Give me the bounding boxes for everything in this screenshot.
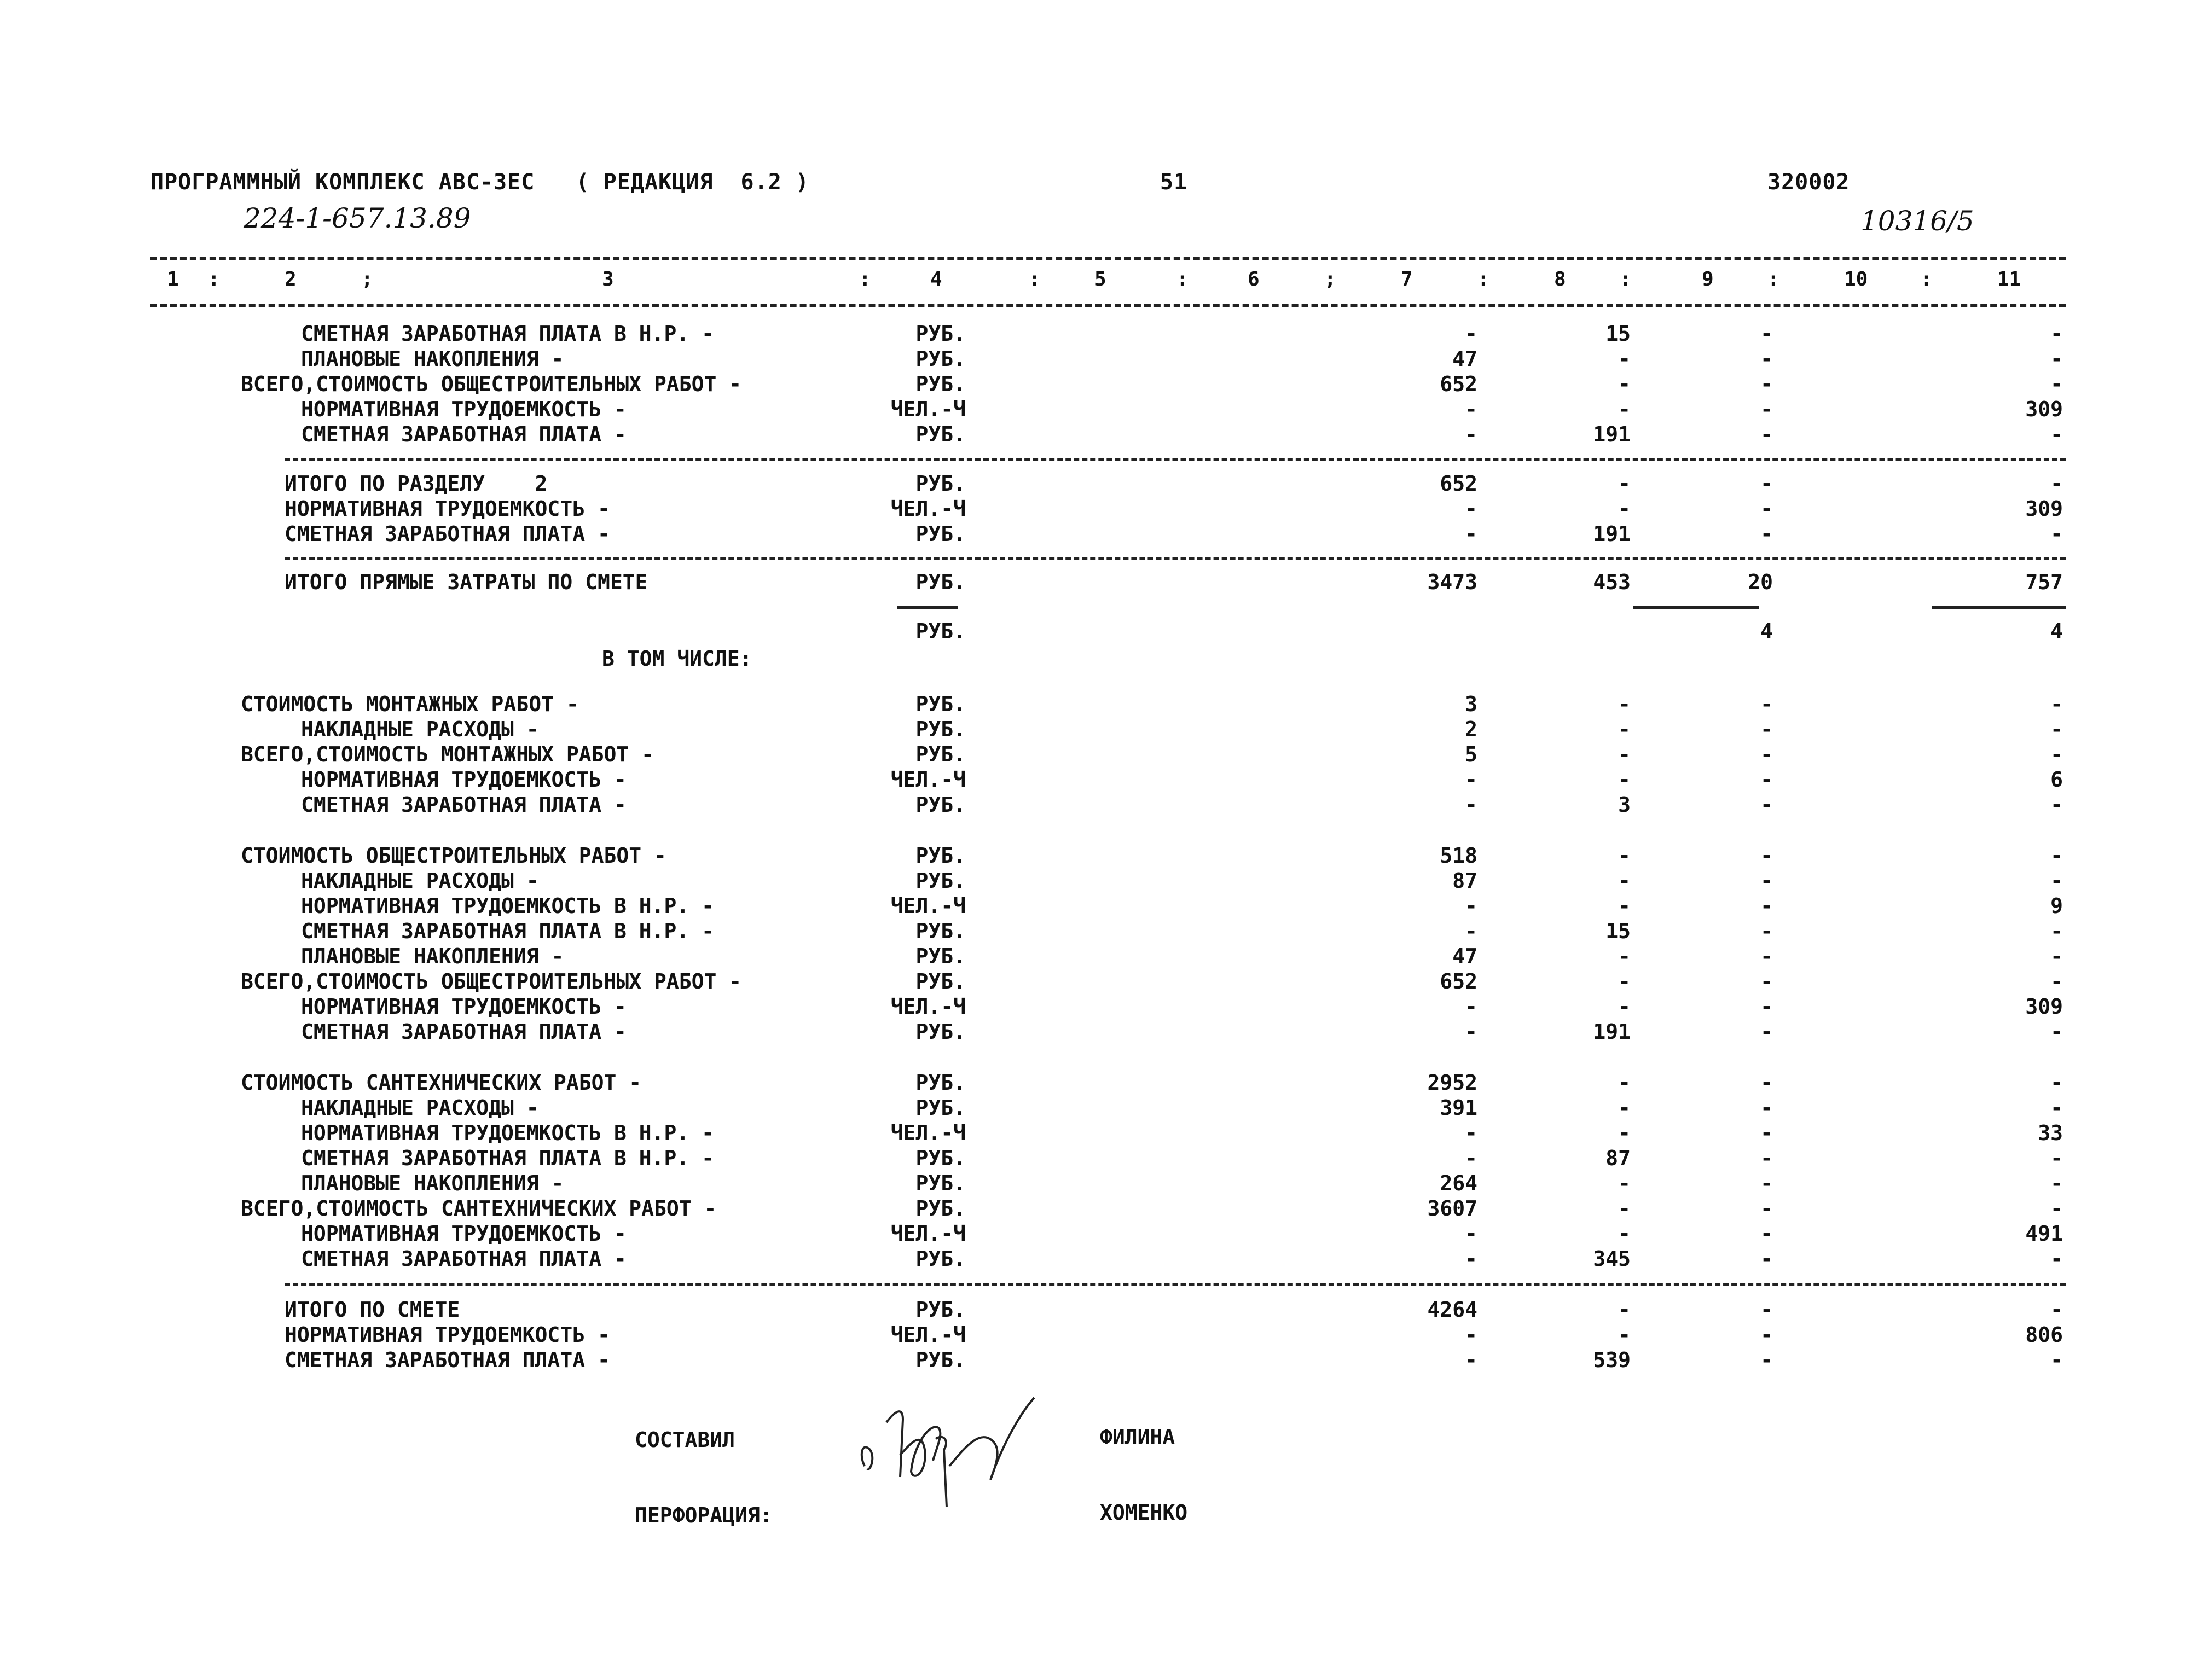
signature [854,1390,1040,1510]
table-row [0,894,2197,919]
row-c9: - [1760,397,1773,421]
row-unit: РУБ. [915,1146,966,1170]
row-label: ВСЕГО,СТОИМОСТЬ ОБЩЕСТРОИТЕЛЬНЫХ РАБОТ - [241,969,742,993]
row-c11: - [2050,422,2063,446]
table-row [0,1298,2197,1323]
row-c7: - [1465,793,1477,817]
row-unit: РУБ. [915,742,966,766]
row-c11: - [2050,372,2063,396]
column-number: 4 [930,268,942,290]
row-c7: 652 [1440,372,1477,396]
handwritten-project-number: 224-1-657.13.89 [244,202,471,234]
row-c8: 191 [1593,1020,1631,1044]
row-c9: - [1760,497,1773,521]
page-number: 51 [1160,170,1188,195]
row-c11: - [2050,1247,2063,1271]
column-number: 2 [285,268,297,290]
row-label: СТОИМОСТЬ ОБЩЕСТРОИТЕЛЬНЫХ РАБОТ - [241,844,666,868]
row-label: СМЕТНАЯ ЗАРАБОТНАЯ ПЛАТА - [301,793,627,817]
row-label: НАКЛАДНЫЕ РАСХОДЫ - [301,869,539,893]
row-c8: - [1618,692,1631,716]
table-row [0,919,2197,944]
table-row [0,472,2197,497]
row-unit: РУБ. [915,1247,966,1271]
perforation-label: ПЕРФОРАЦИЯ: [635,1503,773,1527]
row-label: ВСЕГО,СТОИМОСТЬ МОНТАЖНЫХ РАБОТ - [241,742,654,766]
row-c11: 9 [2050,894,2063,918]
row-c8: - [1618,1171,1631,1195]
row-label: НОРМАТИВНАЯ ТРУДОЕМКОСТЬ - [285,1323,610,1347]
row-c8: - [1618,869,1631,893]
row-c11: 309 [2025,397,2063,421]
row-label: СМЕТНАЯ ЗАРАБОТНАЯ ПЛАТА В Н.Р. - [301,322,714,346]
row-c8: - [1618,372,1631,396]
row-c11: - [2050,869,2063,893]
divider [1932,606,2066,609]
row-c11: - [2050,692,2063,716]
row-unit: РУБ. [915,522,966,546]
table-row [0,692,2197,717]
row-c9: - [1760,844,1773,868]
row-unit: ЧЕЛ.-Ч [890,1323,966,1347]
row-c11: 491 [2025,1222,2063,1246]
row-c8: - [1618,1222,1631,1246]
table-row [0,1323,2197,1348]
row-c7: 3607 [1427,1196,1477,1220]
row-c8: - [1618,969,1631,993]
row-c8: 191 [1593,422,1631,446]
row-c11: - [2050,1348,2063,1372]
row-c11: 33 [2038,1121,2063,1145]
row-c7: 652 [1440,472,1477,496]
row-c8: - [1618,995,1631,1019]
row-c8: 453 [1593,570,1631,594]
row-c11: - [2050,969,2063,993]
row-c11: - [2050,717,2063,741]
row-c7: 2 [1465,717,1477,741]
row-c8: - [1618,1298,1631,1322]
row-label: ИТОГО ПРЯМЫЕ ЗАТРАТЫ ПО СМЕТЕ [285,570,648,594]
row-unit: РУБ. [915,1096,966,1120]
row-c11: - [2050,1146,2063,1170]
row-c8: 191 [1593,522,1631,546]
row-label: СМЕТНАЯ ЗАРАБОТНАЯ ПЛАТА - [285,522,610,546]
row-c9: - [1760,869,1773,893]
row-c9: - [1760,742,1773,766]
row-c8: - [1618,1071,1631,1095]
row-unit: РУБ. [915,1196,966,1220]
row-unit: РУБ. [915,1298,966,1322]
row-c7: - [1465,1323,1477,1347]
row-unit: РУБ. [915,570,966,594]
row-c7: - [1465,995,1477,1019]
row-unit: ЧЕЛ.-Ч [890,1222,966,1246]
column-number: 3 [602,268,614,290]
row-c7: 87 [1452,869,1477,893]
column-number: 11 [1997,268,2021,290]
row-c7: 2952 [1427,1071,1477,1095]
row-c9: - [1760,1247,1773,1271]
program-title: ПРОГРАММНЫЙ КОМПЛЕКС АВС-ЗЕС ( РЕДАКЦИЯ 6.2 ) [150,170,809,195]
row-c7: - [1465,422,1477,446]
row-unit: РУБ. [915,619,966,643]
row-unit: РУБ. [915,969,966,993]
table-row [0,397,2197,422]
row-c9: - [1760,1323,1773,1347]
table-row [0,1121,2197,1146]
row-c11: - [2050,322,2063,346]
row-c9: - [1760,372,1773,396]
table-row [0,1348,2197,1373]
row-c9: - [1760,1196,1773,1220]
row-c7: - [1465,894,1477,918]
row-c7: - [1465,497,1477,521]
row-unit: РУБ. [915,372,966,396]
row-c11: 4 [2050,619,2063,643]
table-row [0,347,2197,372]
row-c8: - [1618,397,1631,421]
row-c8: 15 [1605,919,1631,943]
row-c11: - [2050,472,2063,496]
row-c9: - [1760,944,1773,968]
table-row [0,522,2197,547]
row-c9: - [1760,1071,1773,1095]
row-c11: - [2050,1298,2063,1322]
table-row [0,497,2197,522]
table-row [0,768,2197,793]
row-c9: - [1760,1171,1773,1195]
row-c9: - [1760,422,1773,446]
row-c9: - [1760,1096,1773,1120]
row-c11: - [2050,1171,2063,1195]
row-c11: - [2050,844,2063,868]
row-c11: 309 [2025,497,2063,521]
column-number: 10 [1844,268,1868,290]
row-c7: - [1465,1020,1477,1044]
row-c9: - [1760,1020,1773,1044]
row-c9: 4 [1760,619,1773,643]
table-row [0,869,2197,894]
row-c9: - [1760,322,1773,346]
divider [150,257,2066,260]
column-number: 6 [1248,268,1260,290]
row-c11: - [2050,1196,2063,1220]
row-label: НАКЛАДНЫЕ РАСХОДЫ - [301,1096,539,1120]
row-label: СТОИМОСТЬ МОНТАЖНЫХ РАБОТ - [241,692,579,716]
table-row [0,1222,2197,1247]
table-row [0,1020,2197,1045]
row-c8: - [1618,497,1631,521]
table-row [0,1196,2197,1222]
divider [285,1283,2066,1286]
row-c7: - [1465,1222,1477,1246]
row-c7: 652 [1440,969,1477,993]
row-c7: - [1465,322,1477,346]
row-unit: РУБ. [915,844,966,868]
row-label: СМЕТНАЯ ЗАРАБОТНАЯ ПЛАТА - [301,1020,627,1044]
column-number: 1 [167,268,179,290]
row-label: НОРМАТИВНАЯ ТРУДОЕМКОСТЬ В Н.Р. - [301,1121,714,1145]
row-unit: РУБ. [915,1348,966,1372]
divider [285,557,2066,560]
row-unit: РУБ. [915,1071,966,1095]
row-c8: - [1618,844,1631,868]
row-unit: ЧЕЛ.-Ч [890,995,966,1019]
divider [285,458,2066,461]
row-c9: - [1760,793,1773,817]
table-row [0,717,2197,742]
row-c7: - [1465,397,1477,421]
row-c7: - [1465,1348,1477,1372]
row-c8: - [1618,472,1631,496]
row-c11: - [2050,522,2063,546]
row-c8: 345 [1593,1247,1631,1271]
row-c9: - [1760,522,1773,546]
row-c11: - [2050,742,2063,766]
row-unit: РУБ. [915,692,966,716]
row-unit: РУБ. [915,1020,966,1044]
row-c9: - [1760,717,1773,741]
table-row [0,1171,2197,1196]
table-row [0,1096,2197,1121]
row-c7: 518 [1440,844,1477,868]
row-c8: - [1618,1121,1631,1145]
row-c7: 47 [1452,944,1477,968]
table-row [0,1146,2197,1171]
row-c9: - [1760,472,1773,496]
row-c11: 6 [2050,768,2063,792]
table-row [0,1247,2197,1272]
row-label: ВСЕГО,СТОИМОСТЬ САНТЕХНИЧЕСКИХ РАБОТ - [241,1196,717,1220]
row-c11: - [2050,1020,2063,1044]
row-unit: РУБ. [915,717,966,741]
row-c11: 309 [2025,995,2063,1019]
row-label: ИТОГО ПО СМЕТЕ [285,1298,460,1322]
table-row [0,422,2197,447]
row-c8: - [1618,1096,1631,1120]
row-label: ПЛАНОВЫЕ НАКОПЛЕНИЯ - [301,944,564,968]
table-row [0,995,2197,1020]
column-number: 5 [1094,268,1106,290]
row-c9: - [1760,692,1773,716]
column-number: 8 [1554,268,1566,290]
row-c8: - [1618,347,1631,371]
row-c7: 5 [1465,742,1477,766]
row-c9: - [1760,995,1773,1019]
row-c8: 3 [1618,793,1631,817]
row-c9: - [1760,919,1773,943]
row-label: НОРМАТИВНАЯ ТРУДОЕМКОСТЬ - [301,768,627,792]
row-c9: - [1760,768,1773,792]
row-unit: РУБ. [915,347,966,371]
table-row [0,969,2197,995]
column-number: 7 [1401,268,1413,290]
row-c7: 47 [1452,347,1477,371]
row-c8: 15 [1605,322,1631,346]
row-c8: - [1618,1323,1631,1347]
row-c7: 3 [1465,692,1477,716]
row-c11: - [2050,919,2063,943]
table-row [0,742,2197,768]
row-label: НОРМАТИВНАЯ ТРУДОЕМКОСТЬ В Н.Р. - [301,894,714,918]
table-row [0,322,2197,347]
row-c11: - [2050,944,2063,968]
row-label: СМЕТНАЯ ЗАРАБОТНАЯ ПЛАТА В Н.Р. - [301,1146,714,1170]
row-c7: - [1465,1121,1477,1145]
table-row [0,793,2197,818]
direct-total-row [0,570,2197,595]
row-c7: 3473 [1427,570,1477,594]
divider [1633,606,1759,609]
row-unit: ЧЕЛ.-Ч [890,397,966,421]
perforation-name: ХОМЕНКО [1100,1501,1188,1525]
divider [897,606,958,609]
row-unit: РУБ. [915,422,966,446]
row-c8: - [1618,768,1631,792]
row-unit: ЧЕЛ.-Ч [890,768,966,792]
row-c9: - [1760,1348,1773,1372]
row-unit: РУБ. [915,869,966,893]
row-unit: РУБ. [915,919,966,943]
row-unit: ЧЕЛ.-Ч [890,1121,966,1145]
row-c11: - [2050,793,2063,817]
row-c9: 20 [1748,570,1773,594]
row-unit: РУБ. [915,944,966,968]
table-row [0,1071,2197,1096]
row-c9: - [1760,347,1773,371]
handwritten-archive-number: 10316/5 [1860,205,1974,237]
row-c8: - [1618,717,1631,741]
table-row [0,944,2197,969]
row-unit: РУБ. [915,472,966,496]
row-c11: - [2050,1096,2063,1120]
row-c11: 806 [2025,1323,2063,1347]
compiled-label: СОСТАВИЛ [635,1428,735,1452]
sub-total-row [0,619,2197,644]
row-c9: - [1760,1146,1773,1170]
row-unit: РУБ. [915,793,966,817]
row-unit: ЧЕЛ.-Ч [890,497,966,521]
row-c9: - [1760,1222,1773,1246]
row-label: СМЕТНАЯ ЗАРАБОТНАЯ ПЛАТА - [285,1348,610,1372]
row-label: НОРМАТИВНАЯ ТРУДОЕМКОСТЬ - [285,497,610,521]
row-c8: 539 [1593,1348,1631,1372]
row-c11: 757 [2025,570,2063,594]
row-c9: - [1760,894,1773,918]
row-c8: 87 [1605,1146,1631,1170]
row-c8: - [1618,1196,1631,1220]
row-unit: ЧЕЛ.-Ч [890,894,966,918]
row-c8: - [1618,742,1631,766]
row-c7: - [1465,768,1477,792]
row-c7: - [1465,522,1477,546]
row-c7: 391 [1440,1096,1477,1120]
row-label: СМЕТНАЯ ЗАРАБОТНАЯ ПЛАТА В Н.Р. - [301,919,714,943]
table-row [0,372,2197,397]
row-c7: 4264 [1427,1298,1477,1322]
row-label: НОРМАТИВНАЯ ТРУДОЕМКОСТЬ - [301,397,627,421]
row-unit: РУБ. [915,322,966,346]
document-code: 320002 [1767,170,1850,195]
row-label: ИТОГО ПО РАЗДЕЛУ 2 [285,472,548,496]
including-heading: В ТОМ ЧИСЛЕ: [602,647,752,671]
row-c7: 264 [1440,1171,1477,1195]
row-label: СТОИМОСТЬ САНТЕХНИЧЕСКИХ РАБОТ - [241,1071,642,1095]
divider [150,304,2066,307]
row-label: СМЕТНАЯ ЗАРАБОТНАЯ ПЛАТА - [301,1247,627,1271]
row-label: ПЛАНОВЫЕ НАКОПЛЕНИЯ - [301,1171,564,1195]
table-row [0,844,2197,869]
row-c7: - [1465,1146,1477,1170]
column-number: 9 [1702,268,1714,290]
row-c8: - [1618,894,1631,918]
row-c7: - [1465,919,1477,943]
row-label: ПЛАНОВЫЕ НАКОПЛЕНИЯ - [301,347,564,371]
row-unit: РУБ. [915,1171,966,1195]
row-label: НОРМАТИВНАЯ ТРУДОЕМКОСТЬ - [301,995,627,1019]
row-c11: - [2050,347,2063,371]
row-c8: - [1618,944,1631,968]
compiled-name: ФИЛИНА [1100,1425,1175,1449]
row-c9: - [1760,1121,1773,1145]
row-label: НОРМАТИВНАЯ ТРУДОЕМКОСТЬ - [301,1222,627,1246]
row-c11: - [2050,1071,2063,1095]
row-c7: - [1465,1247,1477,1271]
row-c9: - [1760,969,1773,993]
row-label: НАКЛАДНЫЕ РАСХОДЫ - [301,717,539,741]
row-c9: - [1760,1298,1773,1322]
row-label: СМЕТНАЯ ЗАРАБОТНАЯ ПЛАТА - [301,422,627,446]
row-label: ВСЕГО,СТОИМОСТЬ ОБЩЕСТРОИТЕЛЬНЫХ РАБОТ - [241,372,742,396]
